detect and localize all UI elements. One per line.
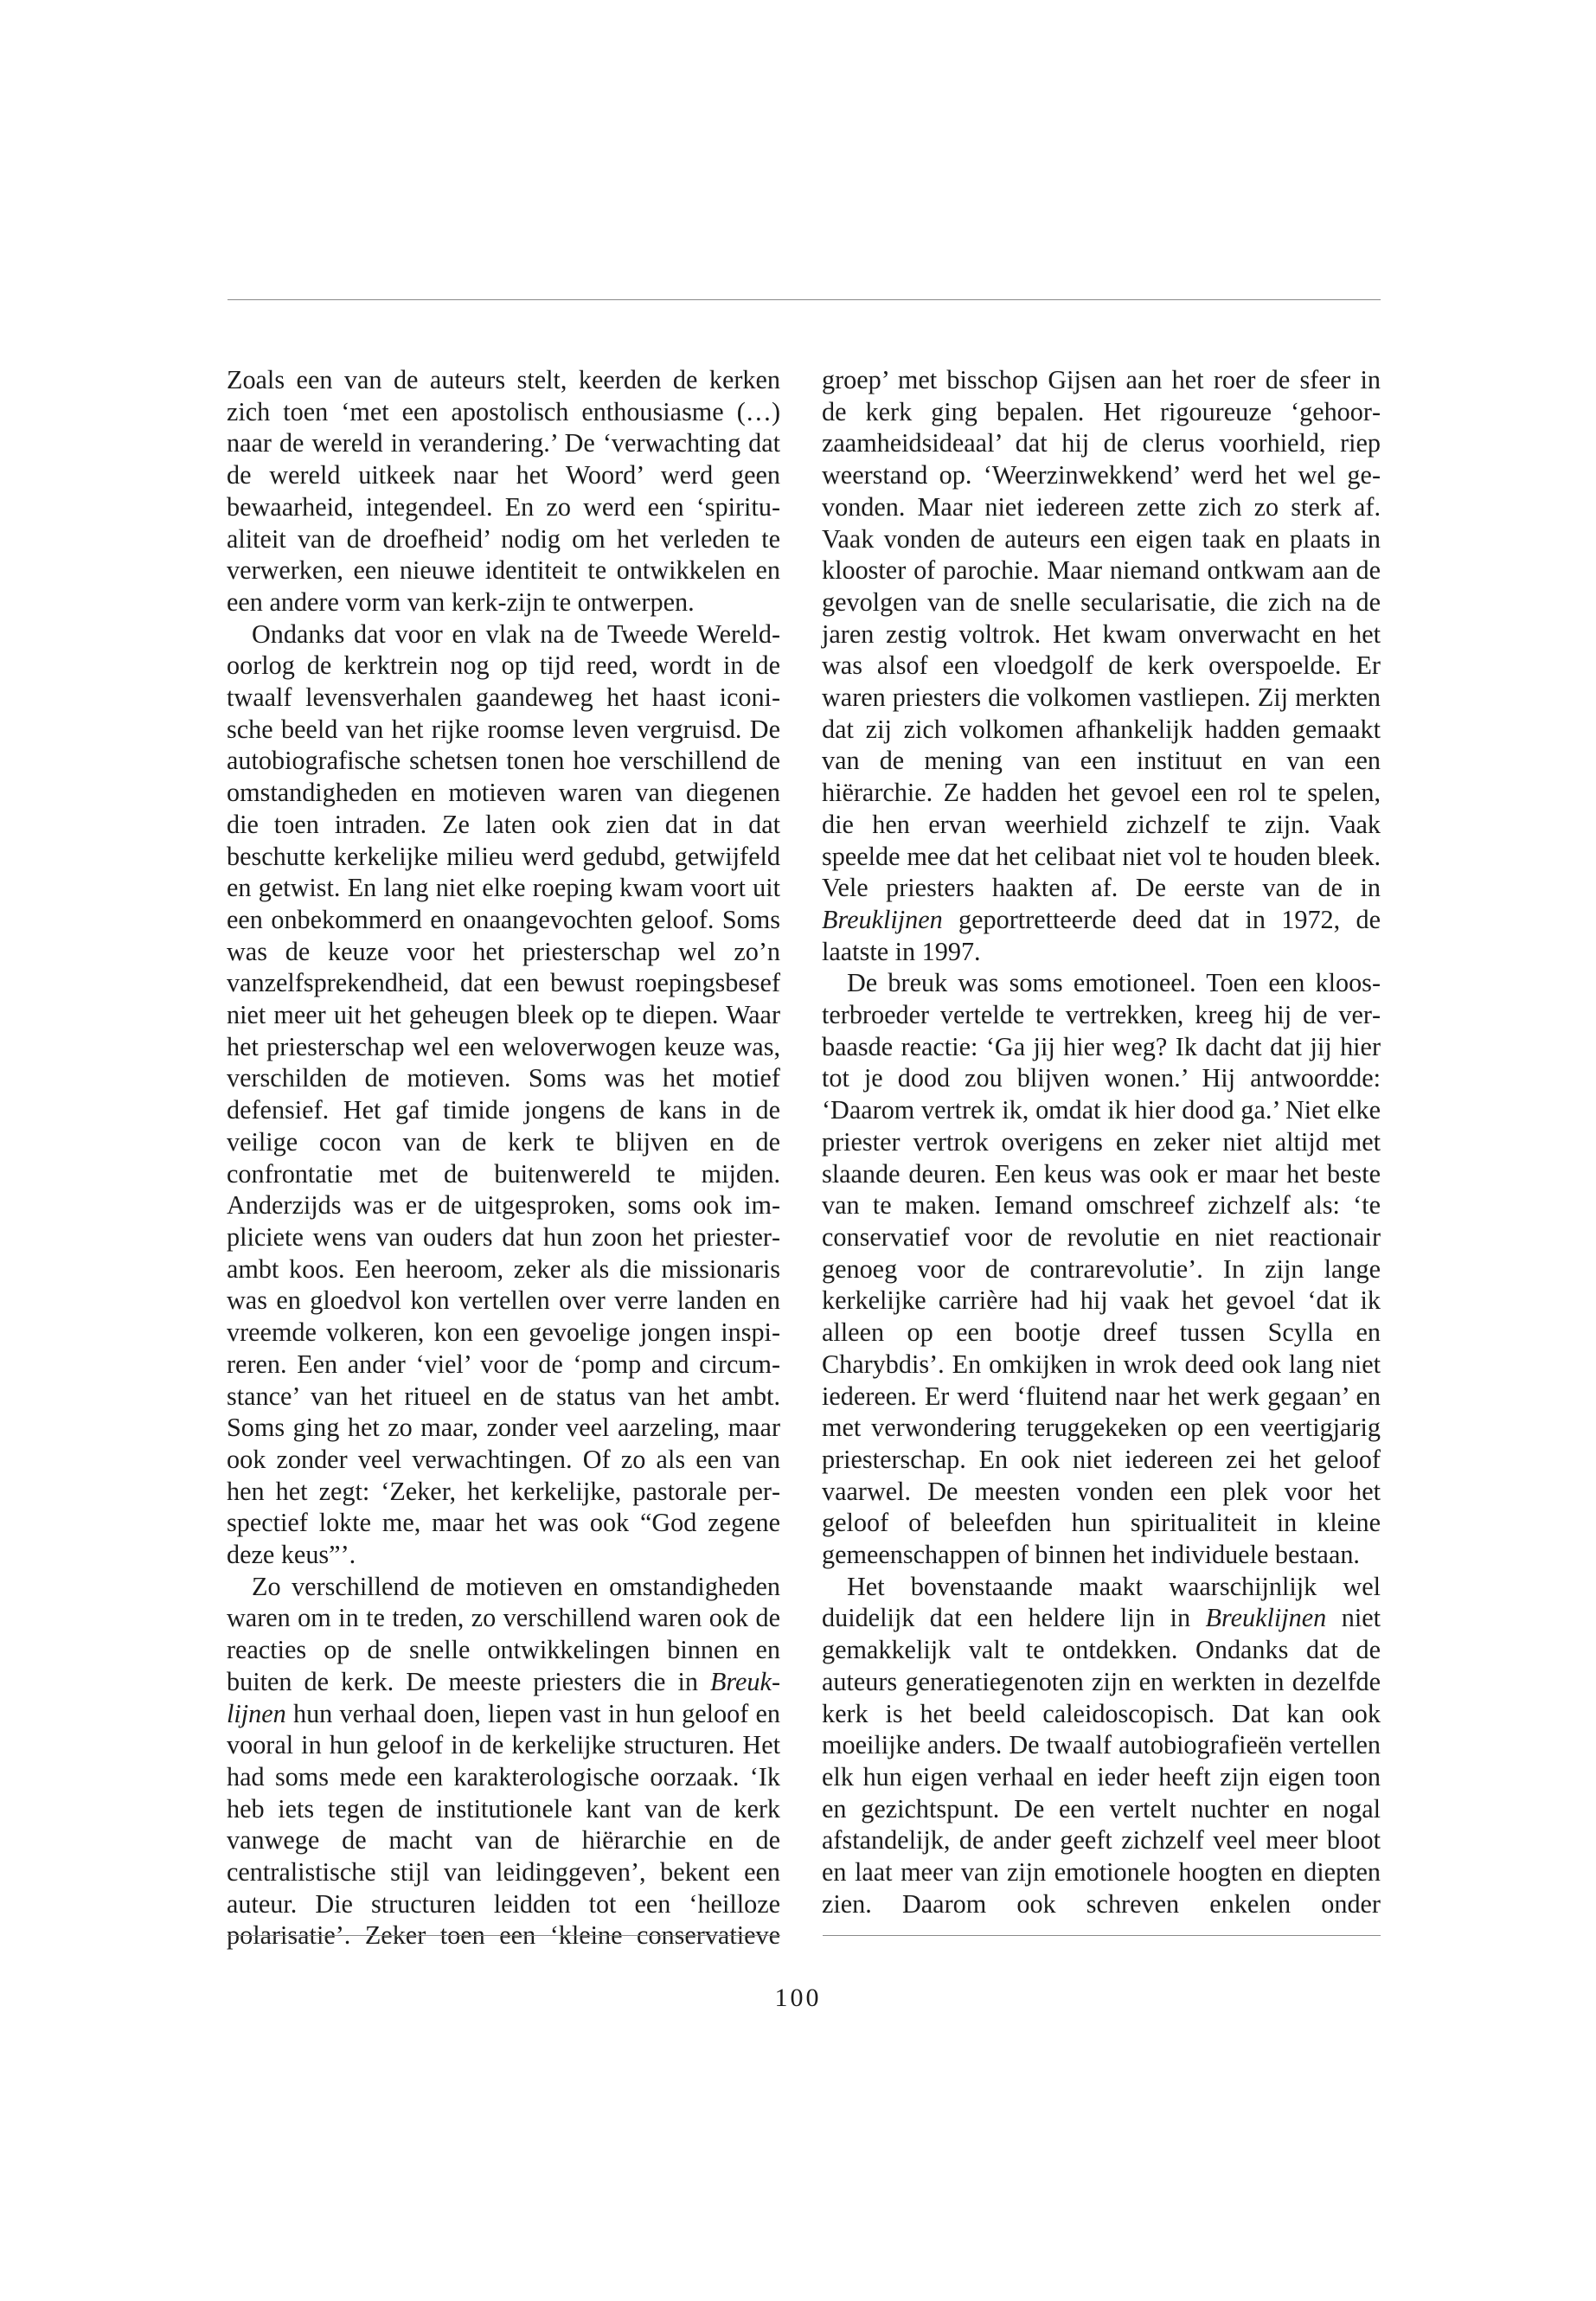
- paragraph: Zoals een van de auteurs stelt, keerden de kerken zich toen ‘met een apostolisch enthousiasme (…) naar de wereld in verandering.’ De ‘verwachting dat de wereld uitkeek naar het Woord’ werd geen bewaarheid, integendeel. En zo werd een ‘spiritualiteit van de droefheid’ nodig om het verleden te verwerken, een nieuwe identiteit te ontwikkelen en een andere vorm van kerk-zijn te ontwerpen.: [227, 365, 780, 617]
- paragraph: [822, 364, 1381, 967]
- footer-rule-right: [823, 1935, 1381, 1936]
- paragraph-text: Het bovenstaande maakt waarschijnlijk wel duidelijk dat een heldere lijn in: [822, 1571, 1381, 1633]
- header-rule: [228, 299, 1381, 300]
- paragraph: [227, 1571, 780, 1952]
- book-title: Breuklijnen: [1205, 1603, 1327, 1633]
- paragraph: [822, 1571, 1381, 1920]
- text-column-left: [227, 364, 780, 1952]
- paragraph: Ondanks dat voor en vlak na de Tweede Wereldoorlog de kerktrein nog op tijd reed, wordt in de twaalf levensverhalen gaandeweg het haast iconische beeld van het rijke roomse leven vergruisd. De autobiografische schetsen tonen hoe verschillend de omstandigheden en motieven waren van diegenen die toen intraden. Ze laten ook zien dat in dat beschutte kerkelijke milieu werd gedubd, getwijfeld en getwist. En lang niet elke roeping kwam voort uit een onbekommerd en onaangevochten geloof. Soms was de keuze voor het priesterschap wel zo’n vanzelfsprekendheid, dat een bewust roepingsbesef niet meer uit het geheugen bleek op te diepen. Waar het priesterschap wel een weloverwogen keuze was, verschilden de motieven. Soms was het motief defensief. Het gaf timide jongens de kans in de veilige cocon van de kerk te blijven en de confrontatie met de buitenwereld te mijden. Anderzijds was er de uitgesproken, soms ook impliciete wens van ouders dat hun zoon het priesterambt koos. Een heeroom, zeker als die missionaris was en gloedvol kon vertellen over verre landen en vreemde volkeren, kon een gevoelige jongen inspireren. Een ander ‘viel’ voor de ‘pomp and circumstance’ van het ritueel en de status van het ambt. Soms ging het zo maar, zonder veel aarzeling, maar ook zonder veel verwachtingen. Of zo als een van hen het zegt: ‘Zeker, het kerkelijke, pastorale perspectief lokte me, maar het was ook “God zegene deze keus”’.: [227, 619, 780, 1570]
- book-title: Breuklijnen: [822, 904, 943, 934]
- paragraph-text: groep’ met bisschop Gijsen aan het roer de sfeer in de kerk ging bepalen. Het rigoureuze ‘gehoorzaamheidsideaal’ dat hij de clerus voorhield, riep weerstand op. ‘Weerzinwekkend’ werd het wel gevonden. Maar niet iedereen zette zich zo sterk af. Vaak vonden de auteurs een eigen taak en plaats in klooster of parochie. Maar niemand ontkwam aan de gevolgen van de snelle secularisatie, die zich na de jaren zestig voltrok. Het kwam onverwacht en het was alsof een vloedgolf de kerk overspoelde. Er waren priesters die volkomen vastliepen. Zij merkten dat zij zich volkomen afhankelijk hadden gemaakt van de mening van een instituut en van een hiërarchie. Ze hadden het gevoel een rol te spelen, die hen ervan weerhield zichzelf te zijn. Vaak speelde mee dat het celibaat niet vol te houden bleek. Vele priesters haakten af. De eerste van de in: [822, 365, 1381, 903]
- paragraph: De breuk was soms emotioneel. Toen een kloosterbroeder vertelde te vertrekken, kreeg hij de verbaasde reactie: ‘Ga jij hier weg? Ik dacht dat jij hier tot je dood zou blijven wonen.’ Hij antwoordde: ‘Daarom vertrek ik, omdat ik hier dood ga.’ Niet elke priester vertrok overigens en zeker niet altijd met slaande deuren. Een keus was ook er maar het beste van te maken. Iemand omschreef zichzelf als: ‘te conservatief voor de revolutie en niet reactionair genoeg voor de contrarevolutie’. In zijn lange kerkelijke carrière had hij vaak het gevoel ‘dat ik alleen op een bootje dreef tussen Scylla en Charybdis’. En omkijken in wrok deed ook lang niet iedereen. Er werd ‘fluitend naar het werk gegaan’ en met verwondering teruggekeken op een veertigjarig priesterschap. En ook niet iedereen zei het geloof vaarwel. De meesten vonden een plek voor het geloof of beleefden hun spiritualiteit in kleine gemeenschappen of binnen het individuele bestaan.: [822, 968, 1381, 1570]
- book-title: Breuklijnen: [227, 1666, 780, 1728]
- paragraph-text: niet gemakkelijk valt te ontdekken. Ondanks dat de auteurs generatiegenoten zijn en werkten in dezelfde kerk is het beeld caleidoscopisch. Dat kan ook moeilijke anders. De twaalf autobiografieën vertellen elk hun eigen verhaal en ieder heeft zijn eigen toon en gezichtspunt. De een vertelt nuchter en nogal afstandelijk, de ander geeft zichzelf veel meer bloot en laat meer van zijn emotionele hoogten en diepten zien. Daarom ook schreven enkelen onder: [822, 1603, 1381, 1919]
- paragraph-text: hun verhaal doen, liepen vast in hun geloof en vooral in hun geloof in de kerkelijke structuren. Het had soms mede een karakterologische oorzaak. ‘Ik heb iets tegen de institutionele kant van de kerk vanwege de macht van de hiërarchie en de centralistische stijl van leidinggeven’, bekent een auteur. Die structuren leidden tot een ‘heilloze polarisatie’. Zeker toen een ‘kleine conservatieve: [227, 1698, 780, 1951]
- paragraph-text: geportretteerde deed dat in 1972, de laatste in 1997.: [822, 904, 1381, 966]
- footer-rule-left: [228, 1935, 780, 1936]
- text-column-right: [822, 364, 1381, 1920]
- paragraph-text: Zo verschillend de motieven en omstandigheden waren om in te treden, zo verschillend waren ook de reacties op de snelle ontwikkelingen binnen en buiten de kerk. De meeste priesters die in: [227, 1571, 780, 1696]
- page-number: 100: [774, 1984, 822, 2012]
